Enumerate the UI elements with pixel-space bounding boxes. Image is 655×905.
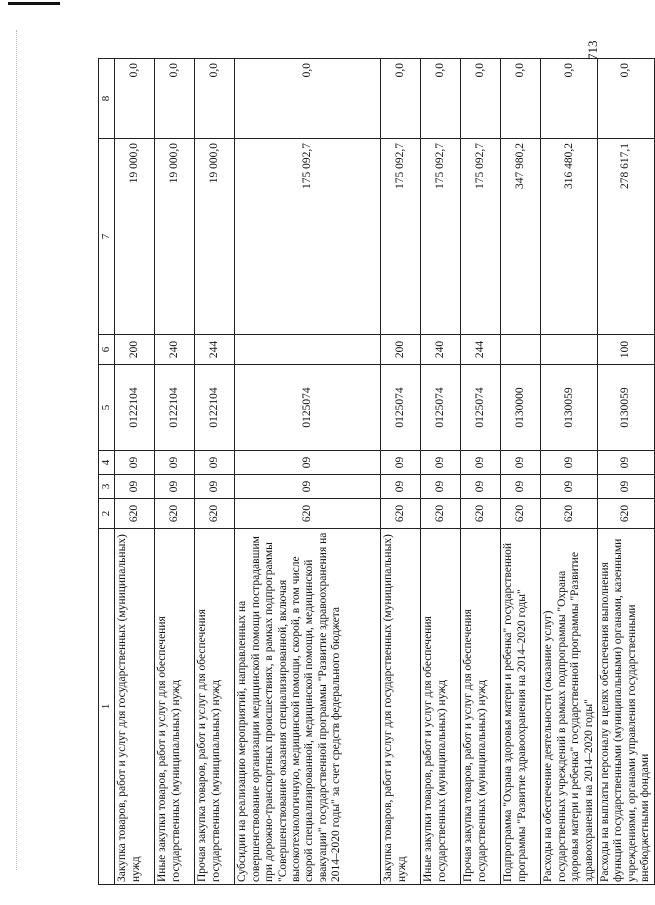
row-description: Прочая закупка товаров, работ и услуг для обеспечения государственных (муниципальных) нужд bbox=[195, 529, 235, 885]
row-description: Иные закупки товаров, работ и услуг для обеспечения государственных (муниципальных) нужд bbox=[155, 529, 195, 885]
cell-expense-type: 244 bbox=[461, 335, 501, 365]
table-row bbox=[461, 59, 501, 885]
cell-target-article: 0130000 bbox=[501, 365, 541, 451]
cell-expense-type bbox=[235, 335, 381, 365]
cell-amount: 316 480,2 bbox=[541, 139, 598, 335]
cell-amount-2: 0,0 bbox=[155, 59, 195, 139]
cell-expense-type: 200 bbox=[381, 335, 421, 365]
cell-amount-2: 0,0 bbox=[381, 59, 421, 139]
cell-expense-type bbox=[501, 335, 541, 365]
cell-amount: 175 092,7 bbox=[381, 139, 421, 335]
cell-section: 09 bbox=[461, 475, 501, 499]
cell-subsection: 09 bbox=[115, 451, 155, 475]
table-row bbox=[421, 59, 461, 885]
cell-subsection: 09 bbox=[421, 451, 461, 475]
cell-ministry: 620 bbox=[598, 499, 655, 529]
header-row bbox=[99, 59, 115, 885]
cell-subsection: 09 bbox=[235, 451, 381, 475]
cell-ministry: 620 bbox=[115, 499, 155, 529]
header-cell: 1 bbox=[99, 529, 115, 885]
table-row bbox=[598, 59, 655, 885]
cell-ministry: 620 bbox=[155, 499, 195, 529]
table-row bbox=[235, 59, 381, 885]
cell-amount-2: 0,0 bbox=[541, 59, 598, 139]
table-row bbox=[115, 59, 155, 885]
cell-subsection: 09 bbox=[541, 451, 598, 475]
cell-section: 09 bbox=[381, 475, 421, 499]
cell-subsection: 09 bbox=[155, 451, 195, 475]
cell-amount-2: 0,0 bbox=[195, 59, 235, 139]
cell-section: 09 bbox=[115, 475, 155, 499]
cell-target-article: 0122104 bbox=[195, 365, 235, 451]
cell-target-article: 0125074 bbox=[421, 365, 461, 451]
cell-amount-2: 0,0 bbox=[115, 59, 155, 139]
header-cell: 7 bbox=[99, 139, 115, 335]
cell-target-article: 0130059 bbox=[541, 365, 598, 451]
cell-expense-type bbox=[541, 335, 598, 365]
cell-target-article: 0122104 bbox=[155, 365, 195, 451]
cell-ministry: 620 bbox=[195, 499, 235, 529]
scan-edge bbox=[16, 30, 17, 870]
cell-amount-2: 0,0 bbox=[501, 59, 541, 139]
cell-ministry: 620 bbox=[541, 499, 598, 529]
cell-amount-2: 0,0 bbox=[598, 59, 655, 139]
top-rule bbox=[8, 2, 60, 5]
cell-target-article: 0122104 bbox=[115, 365, 155, 451]
table-row bbox=[195, 59, 235, 885]
header-cell: 3 bbox=[99, 475, 115, 499]
cell-expense-type: 100 bbox=[598, 335, 655, 365]
cell-section: 09 bbox=[598, 475, 655, 499]
cell-target-article: 0125074 bbox=[235, 365, 381, 451]
cell-target-article: 0125074 bbox=[461, 365, 501, 451]
table-row bbox=[501, 59, 541, 885]
row-description: Иные закупки товаров, работ и услуг для обеспечения государственных (муниципальных) нужд bbox=[421, 529, 461, 885]
row-description: Расходы на выплаты персоналу в целях обеспечения выполнения функций государственными (муниципальными) органами, казенными учреждениями, органами управления государственными внебюджетными фондами bbox=[598, 529, 655, 885]
table-row bbox=[381, 59, 421, 885]
table-row bbox=[155, 59, 195, 885]
row-description: Субсидии на реализацию мероприятий, направленных на совершенствование организации медицинской помощи пострадавшим при дорожно-транспортных происшествиях, в рамках подпрограммы "Совершенствование оказания специализированной, включая высокотехнологичную, медицинской помощи, скорой, в том числе скорой специализированной, медицинской помощи, медицинской эвакуации" государственной программы "Развитие здравоохранения на 2014–2020 годы" за счет средств федерального бюджета bbox=[235, 529, 381, 885]
row-description: Подпрограмма "Охрана здоровья матери и ребенка" государственной программы "Развитие здравоохранения на 2014–2020 годы" bbox=[501, 529, 541, 885]
cell-expense-type: 240 bbox=[421, 335, 461, 365]
cell-ministry: 620 bbox=[421, 499, 461, 529]
cell-target-article: 0130059 bbox=[598, 365, 655, 451]
cell-amount-2: 0,0 bbox=[461, 59, 501, 139]
row-description: Расходы на обеспечение деятельности (оказание услуг) государственных учреждений в рамках подпрограммы "Охрана здоровья матери и ребенка" государственной программы "Развитие здравоохранения на 2014–2020 годы" bbox=[541, 529, 598, 885]
cell-amount: 175 092,7 bbox=[235, 139, 381, 335]
row-description: Закупка товаров, работ и услуг для государственных (муниципальных) нужд bbox=[381, 529, 421, 885]
cell-amount: 175 092,7 bbox=[461, 139, 501, 335]
cell-section: 09 bbox=[235, 475, 381, 499]
page-number: 713 bbox=[585, 40, 600, 60]
cell-target-article: 0125074 bbox=[381, 365, 421, 451]
header-cell: 2 bbox=[99, 499, 115, 529]
cell-amount: 19 000,0 bbox=[195, 139, 235, 335]
cell-ministry: 620 bbox=[381, 499, 421, 529]
cell-subsection: 09 bbox=[381, 451, 421, 475]
cell-expense-type: 240 bbox=[155, 335, 195, 365]
row-description: Прочая закупка товаров, работ и услуг для обеспечения государственных (муниципальных) нужд bbox=[461, 529, 501, 885]
header-cell: 6 bbox=[99, 335, 115, 365]
cell-amount-2: 0,0 bbox=[235, 59, 381, 139]
cell-section: 09 bbox=[155, 475, 195, 499]
cell-ministry: 620 bbox=[461, 499, 501, 529]
cell-section: 09 bbox=[501, 475, 541, 499]
cell-amount-2: 0,0 bbox=[421, 59, 461, 139]
cell-amount: 19 000,0 bbox=[155, 139, 195, 335]
cell-subsection: 09 bbox=[598, 451, 655, 475]
cell-expense-type: 200 bbox=[115, 335, 155, 365]
rotated-page-content bbox=[98, 58, 655, 885]
row-description: Закупка товаров, работ и услуг для государственных (муниципальных) нужд bbox=[115, 529, 155, 885]
cell-amount: 175 092,7 bbox=[421, 139, 461, 335]
cell-subsection: 09 bbox=[195, 451, 235, 475]
cell-subsection: 09 bbox=[461, 451, 501, 475]
cell-ministry: 620 bbox=[235, 499, 381, 529]
cell-amount: 347 980,2 bbox=[501, 139, 541, 335]
cell-section: 09 bbox=[195, 475, 235, 499]
cell-section: 09 bbox=[421, 475, 461, 499]
cell-amount: 19 000,0 bbox=[115, 139, 155, 335]
header-cell: 5 bbox=[99, 365, 115, 451]
header-cell: 4 bbox=[99, 451, 115, 475]
cell-subsection: 09 bbox=[501, 451, 541, 475]
budget-table bbox=[98, 58, 655, 885]
cell-section: 09 bbox=[541, 475, 598, 499]
cell-amount: 278 617,1 bbox=[598, 139, 655, 335]
cell-expense-type: 244 bbox=[195, 335, 235, 365]
header-cell: 8 bbox=[99, 59, 115, 139]
table-row bbox=[541, 59, 598, 885]
cell-ministry: 620 bbox=[501, 499, 541, 529]
